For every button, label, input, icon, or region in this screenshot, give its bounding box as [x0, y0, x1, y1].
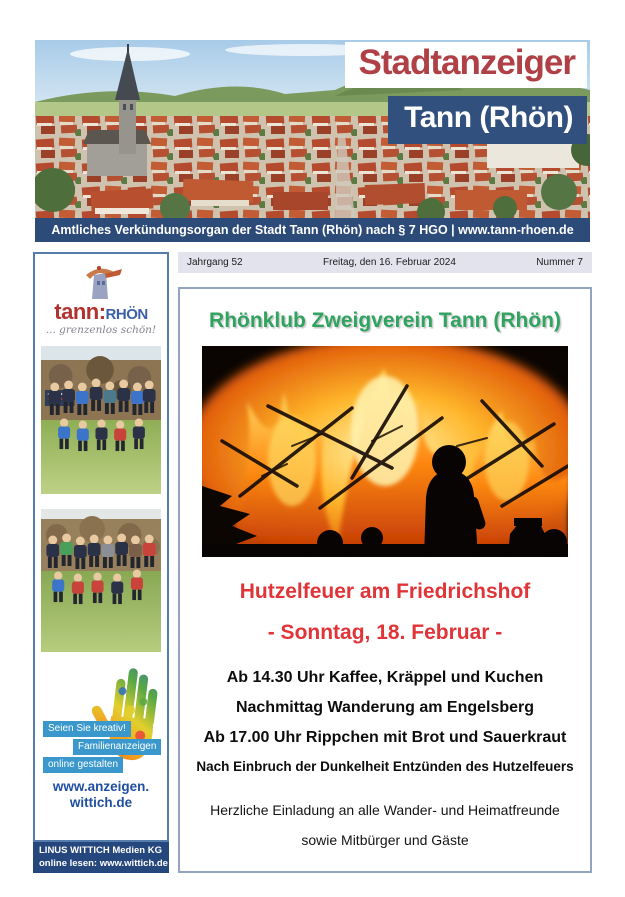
publisher-footer: LINUS WITTICH Medien KG online lesen: www.wittich.de	[33, 842, 169, 873]
event-date: - Sonntag, 18. Februar -	[267, 621, 503, 644]
program-line: Ab 14.30 Uhr Kaffee, Kräppel und Kuchen	[226, 669, 544, 686]
issue-number: Nummer 7	[536, 257, 583, 268]
issue-date: Freitag, den 16. Februar 2024	[323, 257, 456, 268]
bonfire-photo	[202, 346, 568, 557]
brand-wordmark: tann:rhön	[54, 299, 148, 324]
masthead-subtitle: Tann (Rhön)	[388, 96, 587, 144]
event-program	[180, 669, 590, 774]
event-title: Hutzelfeuer am Friedrichshof	[239, 580, 531, 603]
issue-volume: Jahrgang 52	[187, 257, 243, 268]
tann-rhoen-logo	[35, 262, 167, 336]
wittich-ad	[35, 666, 167, 826]
masthead-title: Stadtanzeiger	[345, 42, 588, 88]
ad-chip-online: online gestalten	[43, 757, 123, 773]
program-line: Ab 17.00 Uhr Rippchen mit Brot und Sauerkraut	[203, 729, 567, 746]
ad-chip-kreativ: Seien Sie kreativ!	[43, 721, 131, 737]
tower-logo-icon	[78, 262, 124, 300]
brand-tagline: ... grenzenlos schön!	[45, 324, 157, 336]
ad-url: www.anzeigen. wittich.de	[52, 778, 150, 811]
official-banner: Amtliches Verkündungsorgan der Stadt Tann (Rhön) nach § 7 HGO | www.tann-rhoen.de	[35, 218, 590, 242]
team-photo-adult	[41, 509, 161, 652]
program-line: Nach Einbruch der Dunkelheit Entzünden des Hutzelfeuers	[196, 759, 574, 774]
invitation-text: Herzliche Einladung an alle Wander- und Heimatfreunde sowie Mitbürger und Gäste	[210, 802, 560, 848]
bonfire-illustration	[202, 346, 568, 557]
program-line: Nachmittag Wanderung am Engelsberg	[235, 699, 535, 716]
left-sidebar	[33, 252, 169, 842]
club-heading: Rhönklub Zweigverein Tann (Rhön)	[209, 309, 561, 332]
ad-chip-familienanzeigen: Familienanzeigen	[73, 739, 161, 755]
team-photo-youth	[41, 346, 161, 494]
header-town-photo	[35, 40, 590, 218]
issue-meta-row	[178, 252, 592, 273]
article-box	[178, 287, 592, 873]
